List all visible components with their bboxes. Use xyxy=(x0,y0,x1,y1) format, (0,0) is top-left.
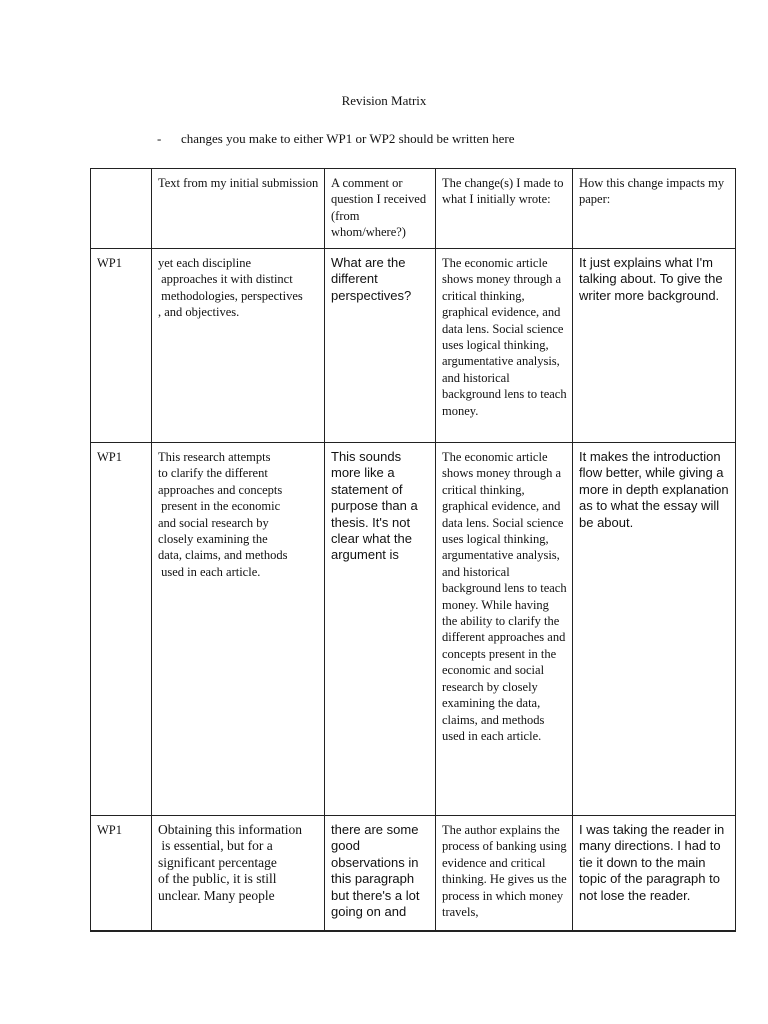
header-cell-change: The change(s) I made to what I initially wrote: xyxy=(436,169,573,249)
row-label: WP1 xyxy=(91,816,152,931)
instruction-bullet xyxy=(157,131,514,147)
bullet-text: changes you make to either WP1 or WP2 should be written here xyxy=(181,131,515,146)
change-cell: The author explains the process of banking using evidence and critical thinking. He gives us the process in which money travels, xyxy=(436,816,573,931)
row-label: WP1 xyxy=(91,443,152,816)
comment-cell: This sounds more like a statement of purpose than a thesis. It's not clear what the argument is xyxy=(325,443,436,816)
table-header-row xyxy=(91,169,736,249)
initial-text-cell: This research attempts to clarify the different approaches and concepts present in the economic and social research by closely examining the data, claims, and methods used in each article. xyxy=(152,443,325,816)
initial-text-cell: yet each discipline approaches it with distinct methodologies, perspectives , and objectives. xyxy=(152,249,325,443)
impact-cell: It just explains what I'm talking about. To give the writer more background. xyxy=(573,249,736,443)
header-cell-initial-text: Text from my initial submission xyxy=(152,169,325,249)
impact-cell: It makes the introduction flow better, while giving a more in depth explanation as to what the essay will be about. xyxy=(573,443,736,816)
header-cell-impact: How this change impacts my paper: xyxy=(573,169,736,249)
row-label: WP1 xyxy=(91,249,152,443)
header-cell-comment: A comment or question I received (from whom/where?) xyxy=(325,169,436,249)
change-cell: The economic article shows money through a critical thinking, graphical evidence, and data lens. Social science uses logical thinking, argumentative analysis, and historical background lens to teach money. xyxy=(436,249,573,443)
page-title: Revision Matrix xyxy=(341,93,427,108)
header-cell-empty xyxy=(91,169,152,249)
change-cell: The economic article shows money through a critical thinking, graphical evidence, and data lens. Social science uses logical thinking, argumentative analysis, and historical background lens to teach money. While having the ability to clarify the different approaches and concepts present in the economic and social research by closely examining the data, claims, and methods used in each article. xyxy=(436,443,573,816)
table-row xyxy=(91,249,736,443)
bullet-marker: - xyxy=(157,131,162,146)
table-row xyxy=(91,816,736,931)
impact-cell: I was taking the reader in many directions. I had to tie it down to the main topic of the paragraph to not lose the reader. xyxy=(573,816,736,931)
comment-cell: What are the different perspectives? xyxy=(325,249,436,443)
revision-matrix-table xyxy=(90,168,736,932)
table-row xyxy=(91,443,736,816)
initial-text-cell: Obtaining this information is essential, but for a significant percentage of the public, it is still unclear. Many people xyxy=(152,816,325,931)
comment-cell: there are some good observations in this paragraph but there's a lot going on and xyxy=(325,816,436,931)
